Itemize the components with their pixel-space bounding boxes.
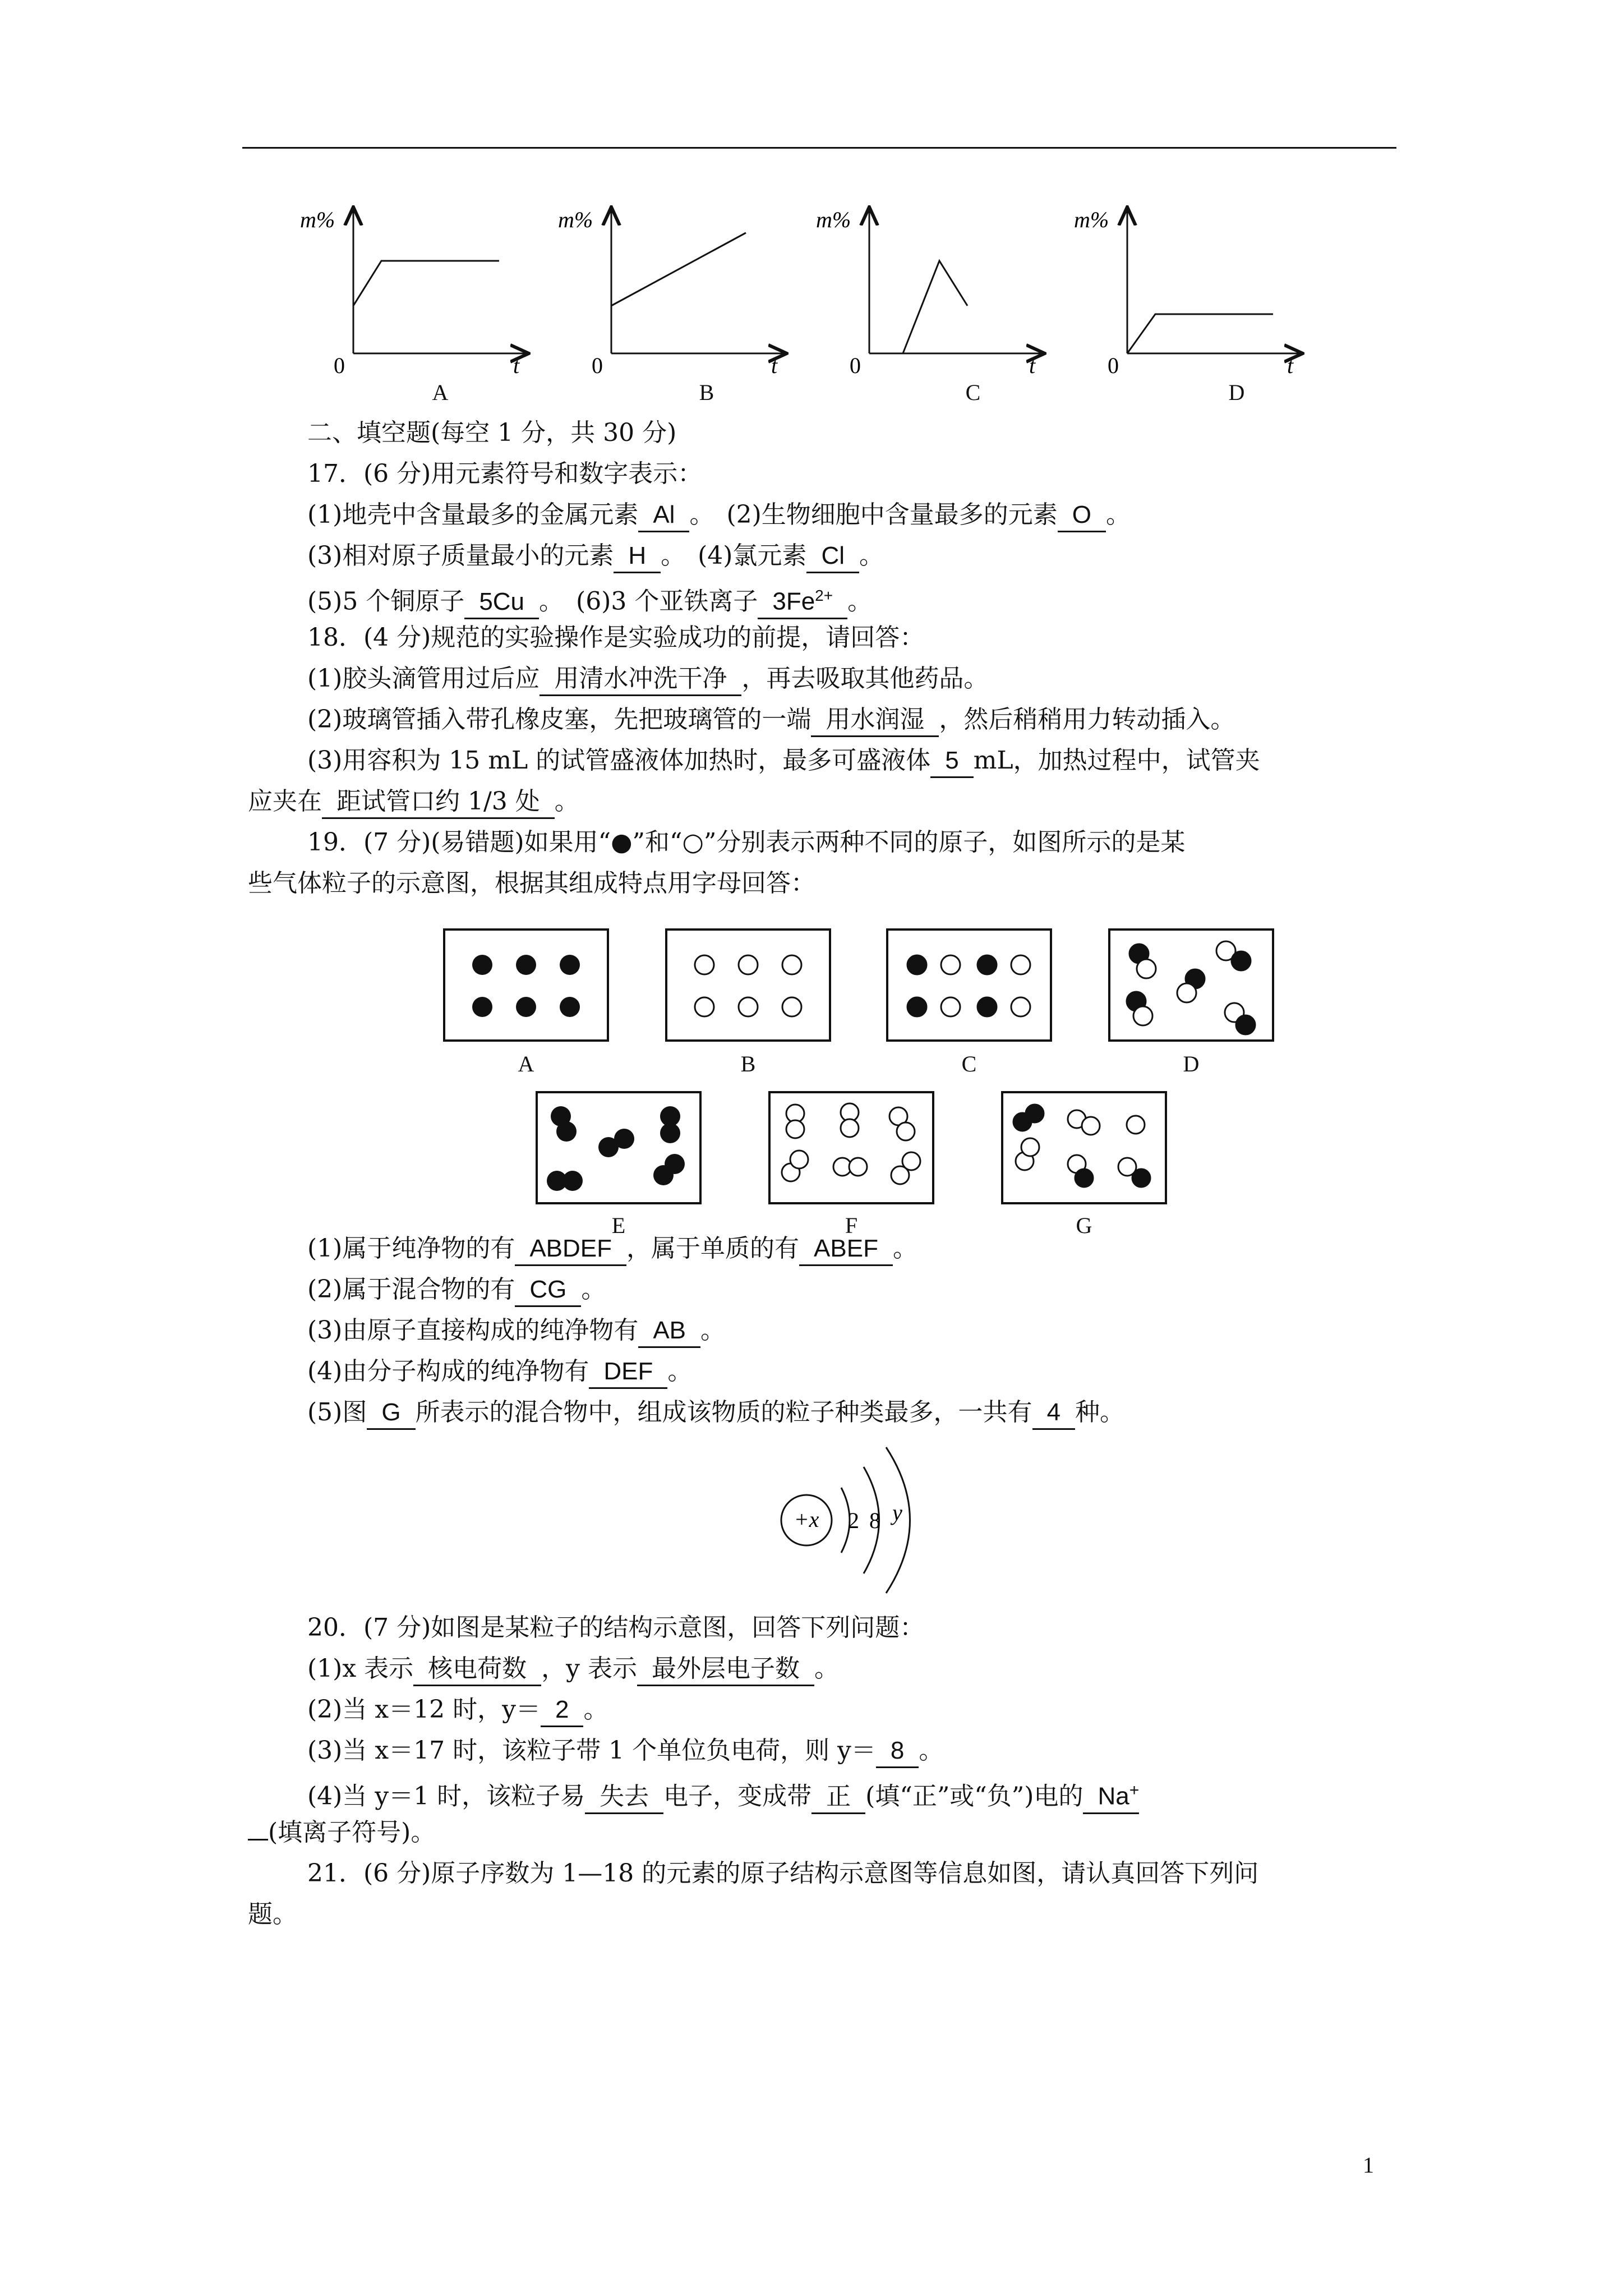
q20-line-1 bbox=[307, 1652, 839, 1686]
ion-charge: + bbox=[1129, 1781, 1140, 1800]
graph-c-origin: 0 bbox=[850, 353, 861, 378]
q18-text: mL，加热过程中，试管夹 bbox=[973, 746, 1260, 775]
q17-stem: 17．(6 分)用元素符号和数字表示： bbox=[307, 459, 703, 488]
q19-text: (2)属于混合物的有 bbox=[307, 1275, 515, 1304]
particle-box-a bbox=[443, 928, 609, 1042]
q18-text: (2)玻璃管插入带孔橡皮塞，先把玻璃管的一端 bbox=[307, 705, 811, 734]
q19-line-4 bbox=[307, 1355, 692, 1389]
q19-line-2 bbox=[307, 1273, 606, 1307]
q21-stem-2: 题。 bbox=[248, 1900, 297, 1929]
q17-text: 。 (2)生物细胞中含量最多的元素 bbox=[689, 500, 1058, 529]
page-number: 1 bbox=[1363, 2152, 1374, 2178]
q19-text: ，属于单质的有 bbox=[626, 1234, 800, 1263]
graph-b-y-label: m% bbox=[558, 207, 593, 232]
answer-blank: ABEF bbox=[799, 1233, 893, 1266]
q20-text: 。 bbox=[583, 1695, 608, 1724]
answer-blank: 失去 bbox=[585, 1781, 663, 1814]
q20-text: (填离子符号)。 bbox=[268, 1818, 436, 1847]
graph-d-x-label: t bbox=[1287, 353, 1294, 378]
q19-text: (5)图 bbox=[307, 1398, 367, 1427]
ion-charge: 2+ bbox=[815, 587, 833, 604]
answer-blank: ABDEF bbox=[515, 1233, 626, 1266]
q20-text: 电子，变成带 bbox=[663, 1782, 812, 1811]
graph-d-caption: D bbox=[1228, 380, 1245, 405]
answer-blank: 5 bbox=[930, 745, 973, 778]
answer-blank: AB bbox=[638, 1315, 700, 1348]
graph-a-origin: 0 bbox=[334, 353, 345, 378]
graph-c-caption: C bbox=[965, 380, 981, 405]
q17-text: 。 bbox=[1106, 500, 1131, 529]
answer-blank: DEF bbox=[589, 1356, 667, 1389]
q18-line-1 bbox=[307, 662, 988, 696]
q17-text: (5)5 个铜原子 bbox=[307, 587, 465, 616]
q20-stem: 20．(7 分)如图是某粒子的结构示意图，回答下列问题： bbox=[307, 1613, 925, 1642]
q19-text: 所表示的混合物中，组成该物质的粒子种类最多，一共有 bbox=[415, 1398, 1032, 1427]
q20-text: (4)当 y＝1 时，该粒子易 bbox=[307, 1782, 585, 1811]
q19-text: (3)由原子直接构成的纯净物有 bbox=[307, 1316, 639, 1345]
box-g-caption: G bbox=[1076, 1213, 1092, 1238]
header-rule bbox=[242, 147, 1396, 149]
answer-blank: 用清水冲洗干净 bbox=[540, 663, 741, 696]
answer-blank bbox=[758, 580, 847, 619]
answer-blank: CG bbox=[515, 1274, 581, 1307]
box-a-caption: A bbox=[518, 1051, 534, 1076]
q19-stem-1: 19．(7 分)(易错题)如果用“●”和“○”分别表示两种不同的原子，如图所示的是某 bbox=[307, 828, 1186, 857]
q18-text: 应夹在 bbox=[248, 787, 322, 816]
q17-text: 。 (4)氯元素 bbox=[661, 541, 807, 570]
q20-text: 。 bbox=[814, 1654, 839, 1683]
box-b-caption: B bbox=[740, 1051, 756, 1076]
answer-blank-continuation bbox=[248, 1839, 268, 1841]
box-c-caption: C bbox=[961, 1051, 977, 1076]
q18-text: 。 bbox=[554, 787, 579, 816]
particle-box-g bbox=[1001, 1091, 1167, 1204]
answer-blank: 2 bbox=[541, 1694, 583, 1727]
graph-c bbox=[816, 207, 1043, 378]
q19-text: (4)由分子构成的纯净物有 bbox=[307, 1357, 589, 1386]
q19-text: 。 bbox=[581, 1275, 606, 1304]
answer-blank: O bbox=[1058, 499, 1106, 532]
q17-line-3 bbox=[307, 580, 872, 619]
shell-1-electrons: 2 bbox=[848, 1508, 859, 1533]
q20-text: (3)当 x＝17 时，该粒子带 1 个单位负电荷，则 y＝ bbox=[307, 1736, 876, 1765]
q17-line-2 bbox=[307, 539, 884, 573]
answer-blank: 8 bbox=[876, 1735, 919, 1768]
q20-text: (2)当 x＝12 时，y＝ bbox=[307, 1695, 541, 1724]
q17-text: 。 bbox=[847, 587, 873, 616]
box-e-caption: E bbox=[611, 1213, 626, 1238]
box-d-caption: D bbox=[1183, 1051, 1200, 1076]
q19-text: (1)属于纯净物的有 bbox=[307, 1234, 515, 1263]
q17-text: 。 bbox=[859, 541, 884, 570]
ion-symbol: Na bbox=[1098, 1782, 1129, 1810]
answer-blank: 正 bbox=[811, 1781, 865, 1814]
q18-line-3 bbox=[307, 744, 1260, 778]
answer-blank: Cl bbox=[806, 540, 859, 573]
q19-text: 。 bbox=[667, 1357, 693, 1386]
answer-blank: 4 bbox=[1032, 1397, 1075, 1430]
shell-3-electrons: y bbox=[892, 1500, 902, 1525]
q20-text: (1)x 表示 bbox=[307, 1654, 414, 1683]
graph-d-origin: 0 bbox=[1108, 353, 1119, 378]
q19-line-3 bbox=[307, 1314, 725, 1348]
answer-blank: Al bbox=[638, 499, 689, 532]
q17-line-1 bbox=[307, 498, 1131, 532]
graph-b-caption: B bbox=[699, 380, 714, 405]
graph-d-y-label: m% bbox=[1074, 207, 1109, 232]
graph-c-y-label: m% bbox=[816, 207, 851, 232]
q19-line-1 bbox=[307, 1232, 917, 1266]
q19-text: 种。 bbox=[1075, 1398, 1125, 1427]
graph-a bbox=[300, 207, 527, 378]
q18-text: (3)用容积为 15 mL 的试管盛液体加热时，最多可盛液体 bbox=[307, 746, 931, 775]
particle-box-e bbox=[536, 1091, 702, 1204]
answer-blank: 用水润湿 bbox=[811, 704, 939, 737]
answer-blank: G bbox=[367, 1397, 415, 1430]
ion-symbol: 3Fe bbox=[772, 587, 815, 615]
answer-blank: 最外层电子数 bbox=[637, 1653, 814, 1686]
particle-box-f bbox=[768, 1091, 934, 1204]
q18-stem: 18．(4 分)规范的实验操作是实验成功的前提，请回答： bbox=[307, 623, 925, 652]
q21-stem-1: 21．(6 分)原子序数为 1—18 的元素的原子结构示意图等信息如图，请认真回答下列问 bbox=[307, 1859, 1259, 1888]
q17-text: (1)地壳中含量最多的金属元素 bbox=[307, 500, 639, 529]
section-heading: 二、填空题(每空 1 分，共 30 分) bbox=[307, 418, 677, 447]
q20-text: (填“正”或“负”)电的 bbox=[865, 1782, 1083, 1811]
answer-blank: 5Cu bbox=[464, 586, 539, 619]
q18-line-2 bbox=[307, 703, 1235, 737]
q20-line-3 bbox=[307, 1734, 943, 1768]
q17-text: (3)相对原子质量最小的元素 bbox=[307, 541, 614, 570]
box-f-caption: F bbox=[845, 1213, 858, 1238]
answer-blank bbox=[1083, 1775, 1139, 1814]
q17-text: 。 (6)3 个亚铁离子 bbox=[539, 587, 758, 616]
q18-text: ，然后稍稍用力转动插入。 bbox=[939, 705, 1235, 734]
particle-box-d bbox=[1108, 928, 1274, 1042]
graph-b-origin: 0 bbox=[592, 353, 603, 378]
q19-text: 。 bbox=[892, 1234, 917, 1263]
graph-a-caption: A bbox=[432, 380, 449, 405]
graph-b bbox=[558, 207, 785, 378]
particle-box-c bbox=[886, 928, 1052, 1042]
graph-c-x-label: t bbox=[1029, 353, 1036, 378]
q20-line-4 bbox=[307, 1775, 1139, 1814]
particle-box-b bbox=[665, 928, 831, 1042]
q18-text: ，再去吸取其他药品。 bbox=[741, 664, 989, 693]
q20-line-5 bbox=[248, 1816, 435, 1849]
answer-blank: 核电荷数 bbox=[413, 1653, 541, 1686]
q20-text: 。 bbox=[919, 1736, 944, 1765]
graph-a-x-label: t bbox=[513, 353, 520, 378]
atom-structure-diagram bbox=[774, 1442, 976, 1599]
graph-b-x-label: t bbox=[771, 353, 778, 378]
q18-text: (1)胶头滴管用过后应 bbox=[307, 664, 540, 693]
shell-2-electrons: 8 bbox=[869, 1508, 880, 1533]
graph-a-y-label: m% bbox=[300, 207, 335, 232]
q19-line-5 bbox=[307, 1396, 1124, 1430]
graph-d bbox=[1074, 207, 1301, 378]
q20-line-2 bbox=[307, 1693, 608, 1727]
q19-text: 。 bbox=[700, 1316, 726, 1345]
answer-blank: 距试管口约 1/3 处 bbox=[322, 786, 555, 819]
answer-blank: H bbox=[614, 540, 661, 573]
q19-stem-2: 些气体粒子的示意图，根据其组成特点用字母回答： bbox=[248, 869, 815, 898]
nucleus-label: +x bbox=[794, 1507, 819, 1532]
q18-line-4 bbox=[248, 785, 579, 819]
q20-text: ，y 表示 bbox=[541, 1654, 637, 1683]
